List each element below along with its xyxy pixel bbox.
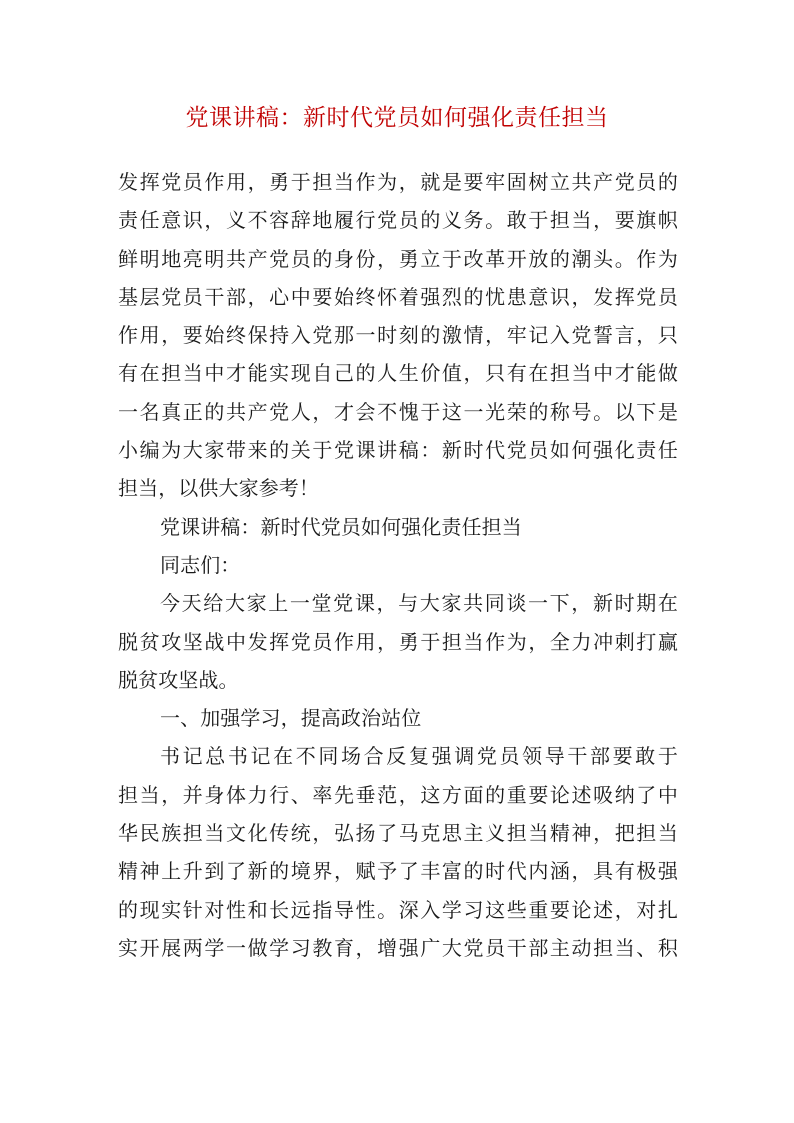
body-line-6: 有在担当中才能实现自己的人生价值，只有在担当中才能做 xyxy=(118,361,678,386)
body-line-1: 发挥党员作用，勇于担当作为，就是要牢固树立共产党员的 xyxy=(118,170,678,194)
body-line-5: 作用，要始终保持入党那一时刻的激情，牢记入党誓言，只 xyxy=(118,323,678,348)
body-line-8: 小编为大家带来的关于党课讲稿：新时代党员如何强化责任 xyxy=(118,438,678,463)
body-line-20: 的现实针对性和长远指导性。深入学习这些重要论述，对扎 xyxy=(118,897,678,922)
body-line-12: 今天给大家上一堂党课，与大家共同谈一下，新时期在 xyxy=(160,591,678,616)
body-line-18: 华民族担当文化传统，弘扬了马克思主义担当精神，把担当 xyxy=(118,821,678,846)
document-body xyxy=(118,163,678,967)
document-title: 党课讲稿：新时代党员如何强化责任担当 xyxy=(185,105,609,131)
section-heading-speech: 党课讲稿：新时代党员如何强化责任担当 xyxy=(160,514,522,539)
body-line-13: 脱贫攻坚战中发挥党员作用，勇于担当作为，全力冲刺打赢 xyxy=(118,629,678,654)
body-line-16: 书记总书记在不同场合反复强调党员领导干部要敢于 xyxy=(160,744,678,769)
body-line-14: 脱贫攻坚战。 xyxy=(118,667,239,692)
body-line-9: 担当，以供大家参考！ xyxy=(118,476,319,501)
body-line-2: 责任意识，义不容辞地履行党员的义务。敢于担当，要旗帜 xyxy=(118,208,678,233)
body-line-17: 担当，并身体力行、率先垂范，这方面的重要论述吸纳了中 xyxy=(118,782,678,807)
body-line-3: 鲜明地亮明共产党员的身份，勇立于改革开放的潮头。作为 xyxy=(118,246,678,271)
body-line-19: 精神上升到了新的境界，赋予了丰富的时代内涵，具有极强 xyxy=(118,859,678,884)
body-line-7: 一名真正的共产党人，才会不愧于这一光荣的称号。以下是 xyxy=(118,399,678,424)
body-line-21: 实开展两学一做学习教育，增强广大党员干部主动担当、积 xyxy=(118,935,678,960)
salutation: 同志们： xyxy=(160,552,241,577)
section-heading-1: 一、加强学习，提高政治站位 xyxy=(160,706,422,731)
body-line-4: 基层党员干部，心中要始终怀着强烈的忧患意识，发挥党员 xyxy=(118,284,678,309)
